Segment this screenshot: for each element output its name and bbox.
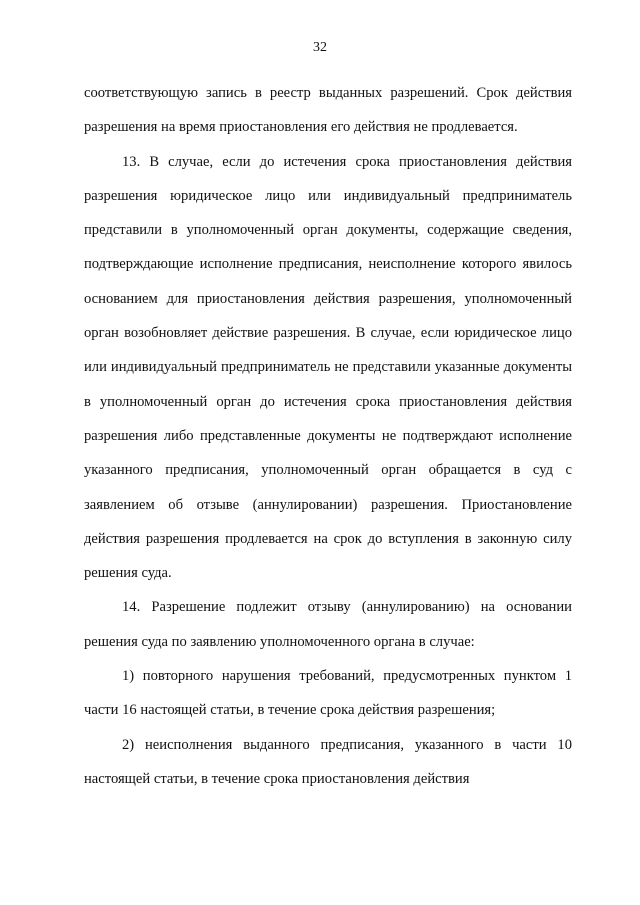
page-number: 32 [313, 40, 327, 55]
paragraph-subitem-1: 1) повторного нарушения требований, предусмотренных пунктом 1 части 16 настоящей статьи, в течение срока действия разрешения; [84, 668, 572, 719]
paragraph-subitem-2: 2) неисполнения выданного предписания, указанного в части 10 настоящей статьи, в течение срока приостановления действия [84, 736, 572, 787]
document-body [84, 76, 572, 796]
paragraph-continuation: соответствующую запись в реестр выданных разрешений. Срок действия разрешения на время приостановления его действия не продлевается. [84, 85, 572, 136]
paragraph-item-14: 14. Разрешение подлежит отзыву (аннулированию) на основании решения суда по заявлению уполномоченного органа в случае: [84, 599, 572, 650]
paragraph-item-13: 13. В случае, если до истечения срока приостановления действия разрешения юридическое лицо или индивидуальный предприниматель представили в уполномоченный орган документы, содержащие сведения, подтверждающие исполнение предписания, неисполнение которого явилось основанием для приостановления действия разрешения, уполномоченный орган возобновляет действие разрешения. В случае, если юридическое лицо или индивидуальный предприниматель не представили указанные документы в уполномоченный орган до истечения срока приостановления действия разрешения либо представленные документы не подтверждают исполнение указанного предписания, уполномоченный орган обращается в суд с заявлением об отзыве (аннулировании) разрешения. Приостановление действия разрешения продлевается на срок до вступления в законную силу решения суда. [84, 153, 572, 582]
